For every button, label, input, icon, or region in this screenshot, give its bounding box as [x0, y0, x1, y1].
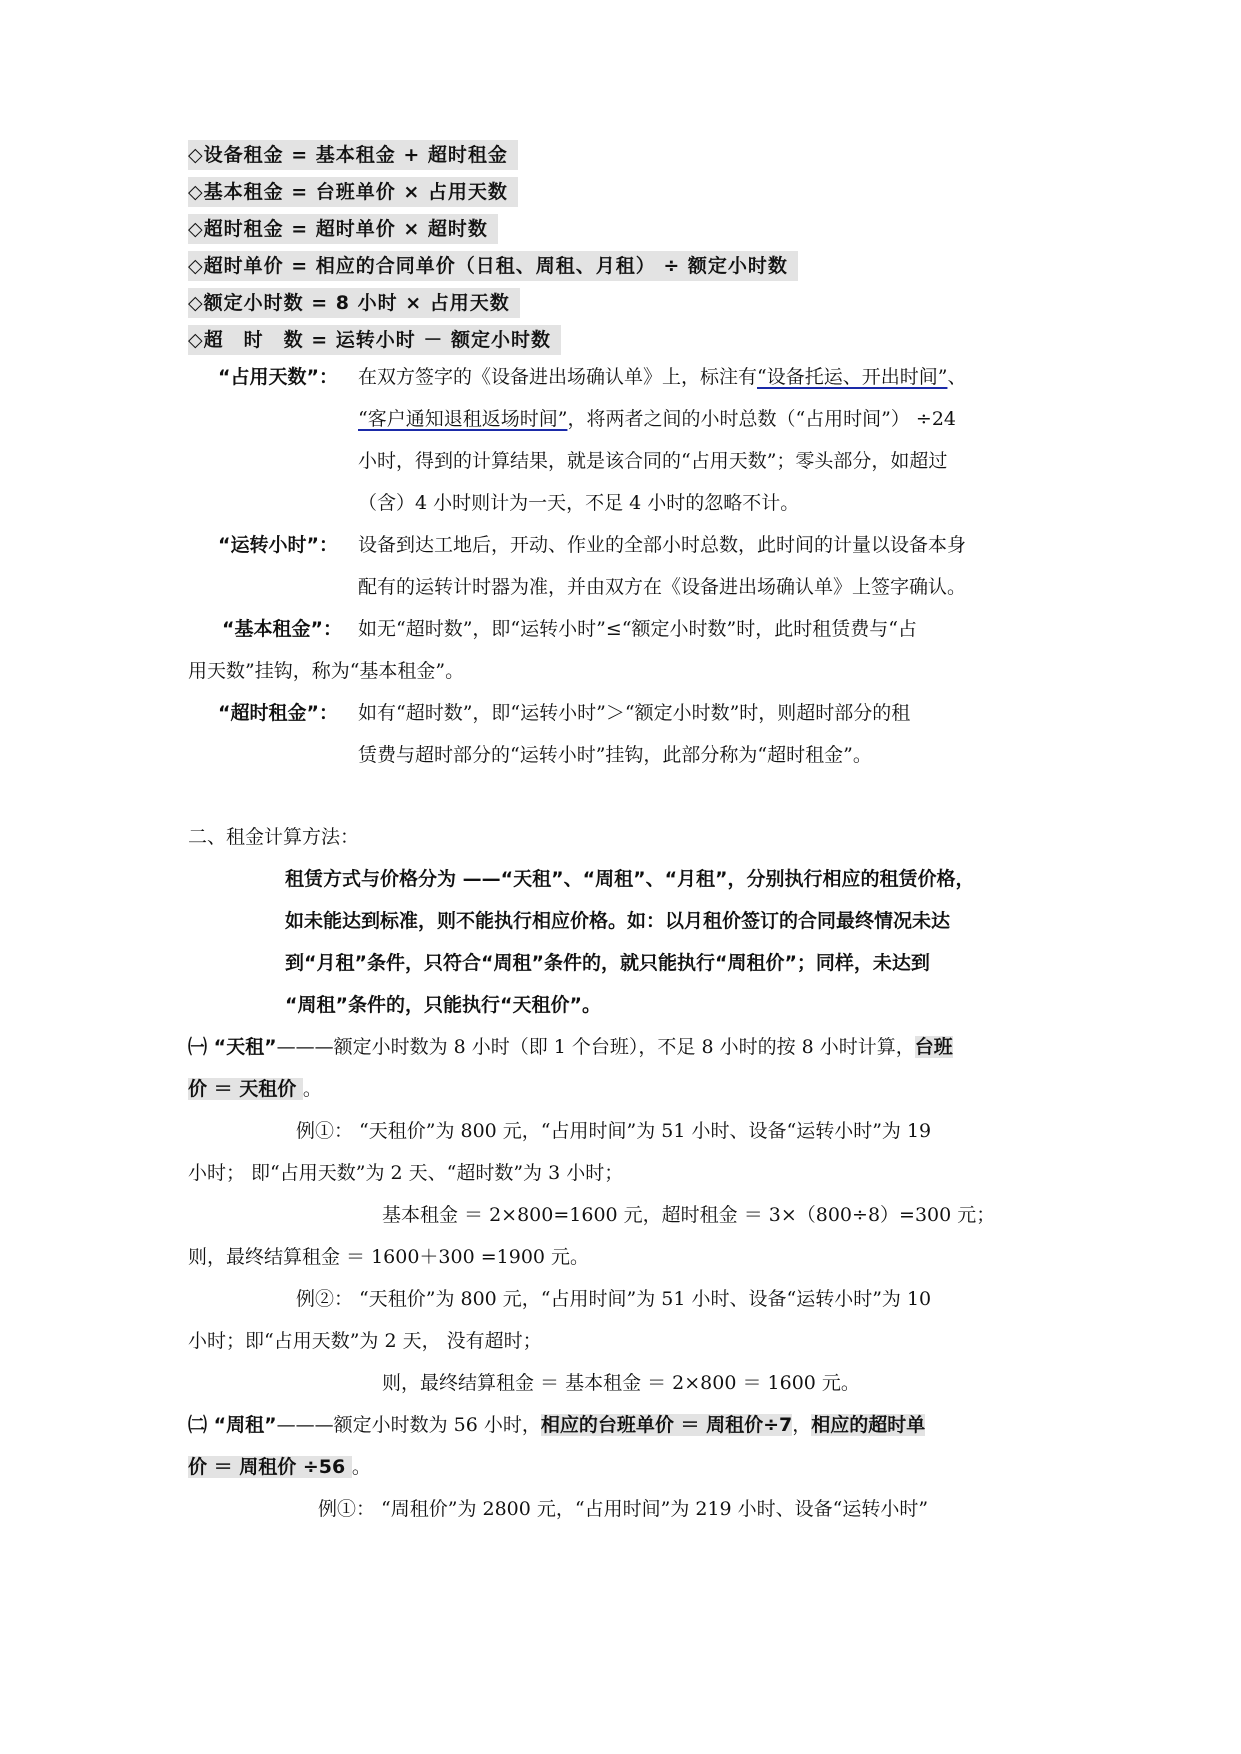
daily-rent-line-1	[188, 1032, 953, 1059]
weekly-rent-text: ———额定小时数为 56 小时，	[276, 1414, 541, 1436]
weekly-rent-highlight-3: 价 ＝ 周租价 ÷56	[188, 1456, 352, 1478]
weekly-rent-sep: ，	[792, 1414, 812, 1436]
formula-equipment-rent: ◇设备租金 = 基本租金 + 超时租金	[188, 140, 518, 170]
daily-example-1-line-1: 例①： “天租价”为 800 元，“占用时间”为 51 小时、设备“运转小时”为 19	[296, 1120, 932, 1142]
formula-overtime-unit-price: ◇超时单价 = 相应的合同单价（日租、周租、月租） ÷ 额定小时数	[188, 251, 798, 281]
occupy-days-text-2: ，将两者之间的小时总数（“占用时间”） ÷24	[567, 408, 957, 430]
weekly-rent-end: 。	[351, 1456, 371, 1478]
weekly-rent-label: ㈡ “周租”	[188, 1414, 277, 1436]
daily-example-2-line-1: 例②： “天租价”为 800 元，“占用时间”为 51 小时、设备“运转小时”为 10	[296, 1288, 932, 1310]
daily-example-2-line-2: 小时；即“占用天数”为 2 天， 没有超时；	[188, 1330, 542, 1352]
formula-overtime-count: ◇超 时 数 = 运转小时 － 额定小时数	[188, 325, 561, 355]
daily-example-1-line-2: 小时； 即“占用天数”为 2 天、“超时数”为 3 小时；	[188, 1162, 624, 1184]
daily-rent-highlight-2: 价 ＝ 天租价	[188, 1078, 303, 1100]
overtime-rent-line-1: 如有“超时数”，即“运转小时”＞“额定小时数”时，则超时部分的租	[358, 702, 911, 724]
occupy-days-line-4: （含）4 小时则计为一天，不足 4 小时的忽略不计。	[358, 492, 800, 514]
weekly-rent-highlight-1: 相应的台班单价 ＝ 周租价÷7	[540, 1414, 793, 1436]
section-heading: 二、租金计算方法：	[188, 826, 360, 848]
base-rent-line-2: 用天数”挂钩，称为“基本租金”。	[188, 660, 465, 682]
weekly-rent-line-1	[188, 1410, 925, 1437]
method-intro-line-2: 如未能达到标准，则不能执行相应价格。如：以月租价签订的合同最终情况未达	[285, 910, 951, 932]
term-overtime-rent: “超时租金”：	[218, 702, 338, 724]
daily-example-1-line-3: 基本租金 ＝ 2×800=1600 元，超时租金 ＝ 3×（800÷8）=300 元；	[382, 1204, 996, 1226]
daily-rent-end: 。	[302, 1078, 322, 1100]
weekly-example-1-line-1: 例①： “周租价”为 2800 元，“占用时间”为 219 小时、设备“运转小时”	[318, 1498, 929, 1520]
daily-example-1-line-4: 则，最终结算租金 ＝ 1600＋300 =1900 元。	[188, 1246, 590, 1268]
formula-base-rent: ◇基本租金 = 台班单价 × 占用天数	[188, 177, 518, 207]
formula-overtime-rent: ◇超时租金 = 超时单价 × 超时数	[188, 214, 498, 244]
method-intro-line-1: 租赁方式与价格分为 ——“天租”、“周租”、“月租”，分别执行相应的租赁价格，	[285, 868, 975, 890]
occupy-days-line-1	[358, 362, 966, 389]
term-run-hours: “运转小时”：	[218, 534, 338, 556]
daily-rent-text: ———额定小时数为 8 小时（即 1 个台班），不足 8 小时的按 8 小时计算，	[276, 1036, 915, 1058]
run-hours-line-2: 配有的运转计时器为准，并由双方在《设备进出场确认单》上签字确认。	[358, 576, 967, 598]
occupy-days-line-2	[358, 404, 956, 431]
term-occupy-days: “占用天数”：	[218, 366, 338, 388]
term-base-rent: “基本租金”：	[222, 618, 342, 640]
link-return-notice-time[interactable]: “客户通知退租返场时间”	[358, 408, 568, 430]
occupy-days-text-1: 在双方签字的《设备进出场确认单》上，标注有	[358, 366, 758, 388]
weekly-rent-line-2	[188, 1452, 371, 1479]
daily-rent-label: ㈠ “天租”	[188, 1036, 277, 1058]
occupy-days-line-3: 小时，得到的计算结果，就是该合同的“占用天数”；零头部分，如超过	[358, 450, 948, 472]
weekly-rent-highlight-2: 相应的超时单	[811, 1414, 926, 1436]
occupy-days-sep: 、	[947, 366, 967, 388]
overtime-rent-line-2: 赁费与超时部分的“运转小时”挂钩，此部分称为“超时租金”。	[358, 744, 872, 766]
method-intro-line-3: 到“月租”条件，只符合“周租”条件的，就只能执行“周租价”；同样，未达到	[285, 952, 930, 974]
run-hours-line-1: 设备到达工地后，开动、作业的全部小时总数，此时间的计量以设备本身	[358, 534, 967, 556]
base-rent-line-1: 如无“超时数”，即“运转小时”≤“额定小时数”时，此时租赁费与“占	[358, 618, 917, 640]
daily-example-2-line-3: 则，最终结算租金 ＝ 基本租金 ＝ 2×800 ＝ 1600 元。	[382, 1372, 860, 1394]
daily-rent-highlight-1: 台班	[914, 1036, 953, 1058]
formula-rated-hours: ◇额定小时数 = 8 小时 × 占用天数	[188, 288, 520, 318]
link-equipment-dispatch-time[interactable]: “设备托运、开出时间”	[757, 366, 948, 388]
daily-rent-line-2	[188, 1074, 322, 1101]
method-intro-line-4: “周租”条件的，只能执行“天租价”。	[285, 994, 601, 1016]
